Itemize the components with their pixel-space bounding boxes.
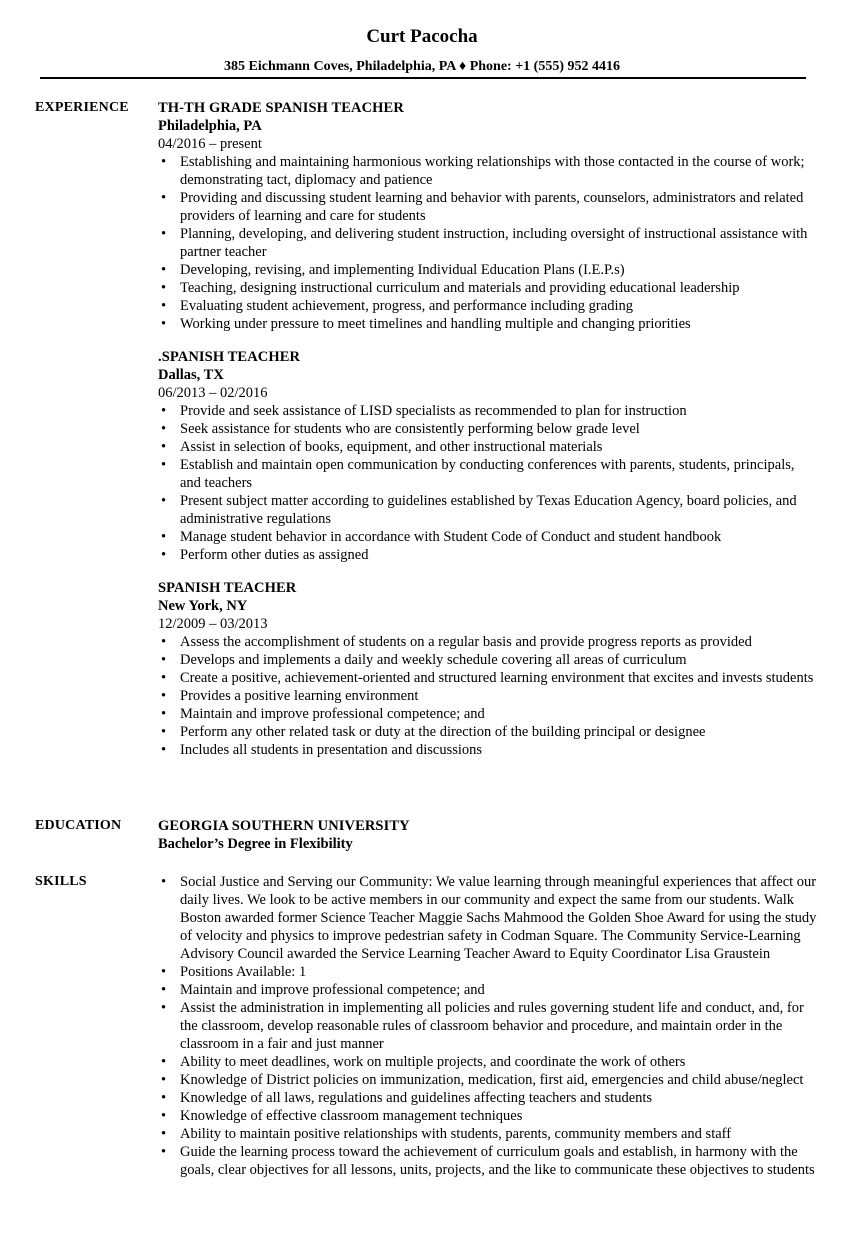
skill-item: • Knowledge of District policies on immunization, medication, first aid, emergencies and child abuse/neglect bbox=[158, 1071, 818, 1089]
duty-item: • Create a positive, achievement-oriented and structured learning environment that excites and invests students bbox=[158, 669, 818, 687]
candidate-name: Curt Pacocha bbox=[366, 26, 478, 47]
job-title: .SPANISH TEACHER bbox=[158, 349, 301, 365]
job-title: SPANISH TEACHER bbox=[158, 580, 297, 596]
duty-item: • Teaching, designing instructional curriculum and materials and providing educational leadership bbox=[158, 279, 818, 297]
skill-item: • Ability to meet deadlines, work on multiple projects, and coordinate the work of others bbox=[158, 1053, 818, 1071]
duty-item: • Present subject matter according to guidelines established by Texas Education Agency, board policies, and administrative regulations bbox=[158, 492, 818, 528]
experience-list bbox=[158, 99, 818, 774]
skill-item: • Guide the learning process toward the achievement of curriculum goals and establish, in harmony with the goals, clear objectives for all lessons, units, projects, and the like to communicate these objectives to students bbox=[158, 1143, 818, 1179]
job-dates: 04/2016 – present bbox=[158, 136, 262, 152]
job-entry bbox=[158, 348, 818, 564]
duty-item: • Perform other duties as assigned bbox=[158, 546, 818, 564]
duty-item: • Develops and implements a daily and weekly schedule covering all areas of curriculum bbox=[158, 651, 818, 669]
job-dates: 06/2013 – 02/2016 bbox=[158, 385, 268, 401]
school-name: GEORGIA SOUTHERN UNIVERSITY bbox=[158, 818, 410, 834]
skill-item: • Knowledge of all laws, regulations and guidelines affecting teachers and students bbox=[158, 1089, 818, 1107]
job-duties bbox=[158, 633, 818, 759]
job-title: TH-TH GRADE SPANISH TEACHER bbox=[158, 100, 404, 116]
job-duties bbox=[158, 402, 818, 564]
education-entry bbox=[158, 817, 818, 853]
duty-item: • Manage student behavior in accordance with Student Code of Conduct and student handbook bbox=[158, 528, 818, 546]
job-entry bbox=[158, 579, 818, 759]
skills-items bbox=[158, 873, 818, 1179]
duty-item: • Provides a positive learning environment bbox=[158, 687, 818, 705]
job-dates: 12/2009 – 03/2013 bbox=[158, 616, 268, 632]
duty-item: • Seek assistance for students who are consistently performing below grade level bbox=[158, 420, 818, 438]
duty-item: • Establish and maintain open communication by conducting conferences with parents, students, principals, and teachers bbox=[158, 456, 818, 492]
job-duties bbox=[158, 153, 818, 333]
duty-item: • Includes all students in presentation and discussions bbox=[158, 741, 818, 759]
skill-item: • Knowledge of effective classroom management techniques bbox=[158, 1107, 818, 1125]
job-location: Dallas, TX bbox=[158, 367, 224, 383]
duty-item: • Developing, revising, and implementing Individual Education Plans (I.E.P.s) bbox=[158, 261, 818, 279]
duty-item: • Assist in selection of books, equipment, and other instructional materials bbox=[158, 438, 818, 456]
skill-item: • Maintain and improve professional competence; and bbox=[158, 981, 818, 999]
header-divider bbox=[40, 77, 806, 79]
experience-heading: EXPERIENCE bbox=[35, 100, 129, 115]
job-entry bbox=[158, 99, 818, 333]
duty-item: • Perform any other related task or duty at the direction of the building principal or designee bbox=[158, 723, 818, 741]
duty-item: • Planning, developing, and delivering student instruction, including oversight of instructional assistance with partner teacher bbox=[158, 225, 818, 261]
skill-item: • Positions Available: 1 bbox=[158, 963, 818, 981]
contact-line: 385 Eichmann Coves, Philadelphia, PA ♦ Phone: +1 (555) 952 4416 bbox=[224, 59, 620, 74]
skills-list bbox=[158, 873, 818, 1179]
duty-item: • Evaluating student achievement, progress, and performance including grading bbox=[158, 297, 818, 315]
duty-item: • Establishing and maintaining harmonious working relationships with those contacted in the course of work; demonstrating tact, diplomacy and patience bbox=[158, 153, 818, 189]
job-location: New York, NY bbox=[158, 598, 248, 614]
job-location: Philadelphia, PA bbox=[158, 118, 262, 134]
education-heading: EDUCATION bbox=[35, 818, 122, 833]
duty-item: • Maintain and improve professional competence; and bbox=[158, 705, 818, 723]
duty-item: • Assess the accomplishment of students on a regular basis and provide progress reports as provided bbox=[158, 633, 818, 651]
skills-heading: SKILLS bbox=[35, 874, 87, 889]
skill-item: • Social Justice and Serving our Community: We value learning through meaningful experiences that affect our daily lives. We look to be active members in our community and expect the same from our students. Walk Boston awarded former Science Teacher Maggie Sachs Mahmood the Golden Shoe Award for using the study of velocity and physics to improve pedestrian safety in Codman Square. The Community Service-Learning Advisory Council awarded the Service Learning Teacher Award to Equity Coordinator Lisa Graustein bbox=[158, 873, 818, 963]
duty-item: • Providing and discussing student learning and behavior with parents, counselors, administrators and related providers of learning and care for students bbox=[158, 189, 818, 225]
degree: Bachelor’s Degree in Flexibility bbox=[158, 836, 353, 852]
skill-item: • Assist the administration in implementing all policies and rules governing student life and conduct, and, for the classroom, develop reasonable rules of classroom behavior and procedure, and maintain order in the classroom in a fair and just manner bbox=[158, 999, 818, 1053]
skill-item: • Ability to maintain positive relationships with students, parents, community members and staff bbox=[158, 1125, 818, 1143]
duty-item: • Provide and seek assistance of LISD specialists as recommended to plan for instruction bbox=[158, 402, 818, 420]
duty-item: • Working under pressure to meet timelines and handling multiple and changing priorities bbox=[158, 315, 818, 333]
